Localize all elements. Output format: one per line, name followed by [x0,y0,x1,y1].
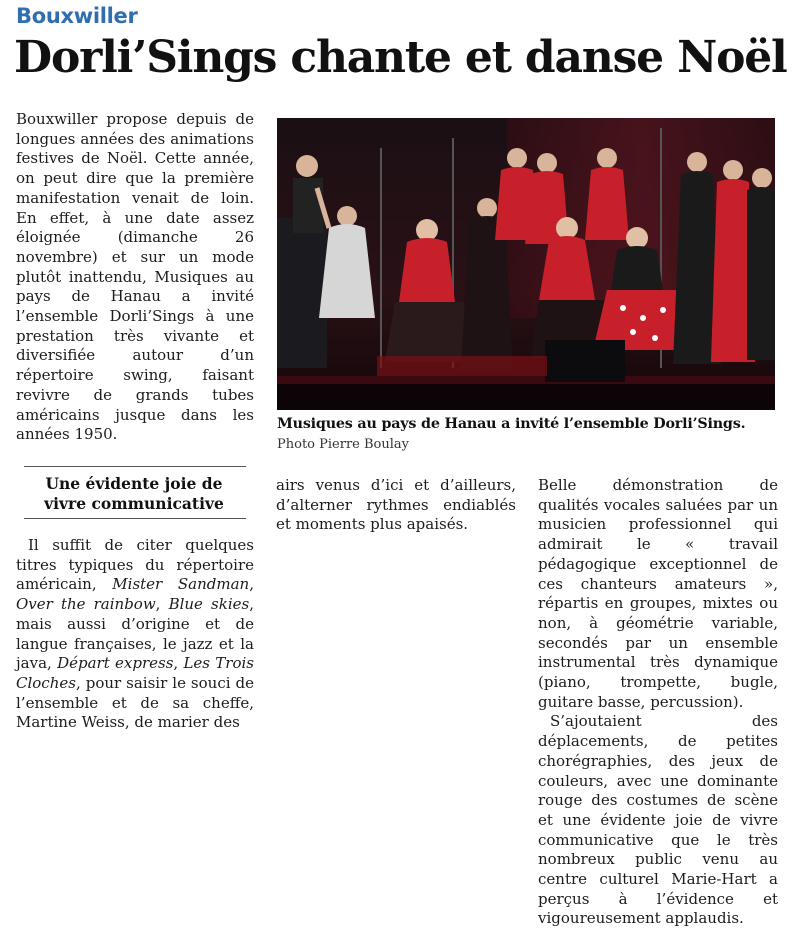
body-column-2 [276,476,516,535]
article-photo [277,118,775,410]
body-column-1 [16,536,254,733]
choir-photo-illustration [277,118,775,410]
article-subhead: Une évidente joie de vivre communicative [44,474,224,513]
subhead-top-rule [24,466,246,467]
text-run: , [173,654,184,673]
song-title: Over the rainbow [16,595,156,614]
intro-paragraph: Bouxwiller propose depuis de longues années des animations festives de Noël. Cette année, on peut dire que la première manifestation venait de loin. En effet, à une date assez éloignée (dimanche 26 novembre) et sur un mode plutôt inattendu, Musiques au pays de Hanau a invité l’ensemble Dorli’Sings à une prestation très vivante et diversifiée autour d’un répertoire swing, faisant revivre de grands tubes américains jusque dans les années 1950. [16,110,254,444]
body-paragraph-1 [16,536,254,733]
song-title: Les Trois Cloches [16,654,254,692]
text-run: , mais aussi d’origine et de langue françaises, le jazz et la java, [16,595,254,673]
text-run: , pour saisir le souci de l’ensemble et de sa cheffe, Martine Weiss, de marier des [16,673,254,732]
article-headline: Dorli’Sings chante et danse Noël [14,32,787,83]
photo-credit: Photo Pierre Boulay [277,437,409,452]
text-run: airs venus d’ici et d’ailleurs, d’alterner rythmes endiablés et moments plus apaisés. [276,476,516,534]
text-run: , [155,595,169,614]
song-title: Départ express [57,654,174,673]
body-paragraph-continued: Belle démonstration de qualités vocales saluées par un musicien professionnel qui admirait le « travail pédagogique exceptionnel de ces chanteurs amateurs », répartis en groupes, mixtes ou non, à géométrie variable, secondés par un ensemble instrumental très dynamique (piano, trompette, bugle, guitare basse, percussion). [538,476,778,711]
text-run: Il suffit de citer quelques titres typiques du répertoire américain, [16,536,254,594]
photo-caption: Musiques au pays de Hanau a invité l’ensemble Dorli’Sings. [277,416,746,432]
text-run: , [249,575,254,594]
body-paragraph-continued [276,476,516,535]
body-column-3 [538,476,778,929]
body-paragraph-3: S’ajoutaient des déplacements, de petites chorégraphies, des jeux de couleurs, avec une dominante rouge des costumes de scène et une évidente joie de vivre communicative que le très nombreux public venu au centre culturel Marie-Hart a perçus à l’évidence et vigoureusement applaudis. [538,712,778,928]
article-intro [16,110,254,445]
subhead-bottom-rule [24,518,246,519]
song-title: Blue skies [168,595,250,614]
song-title: Mister Sandman [112,575,250,594]
section-kicker: Bouxwiller [16,4,138,28]
